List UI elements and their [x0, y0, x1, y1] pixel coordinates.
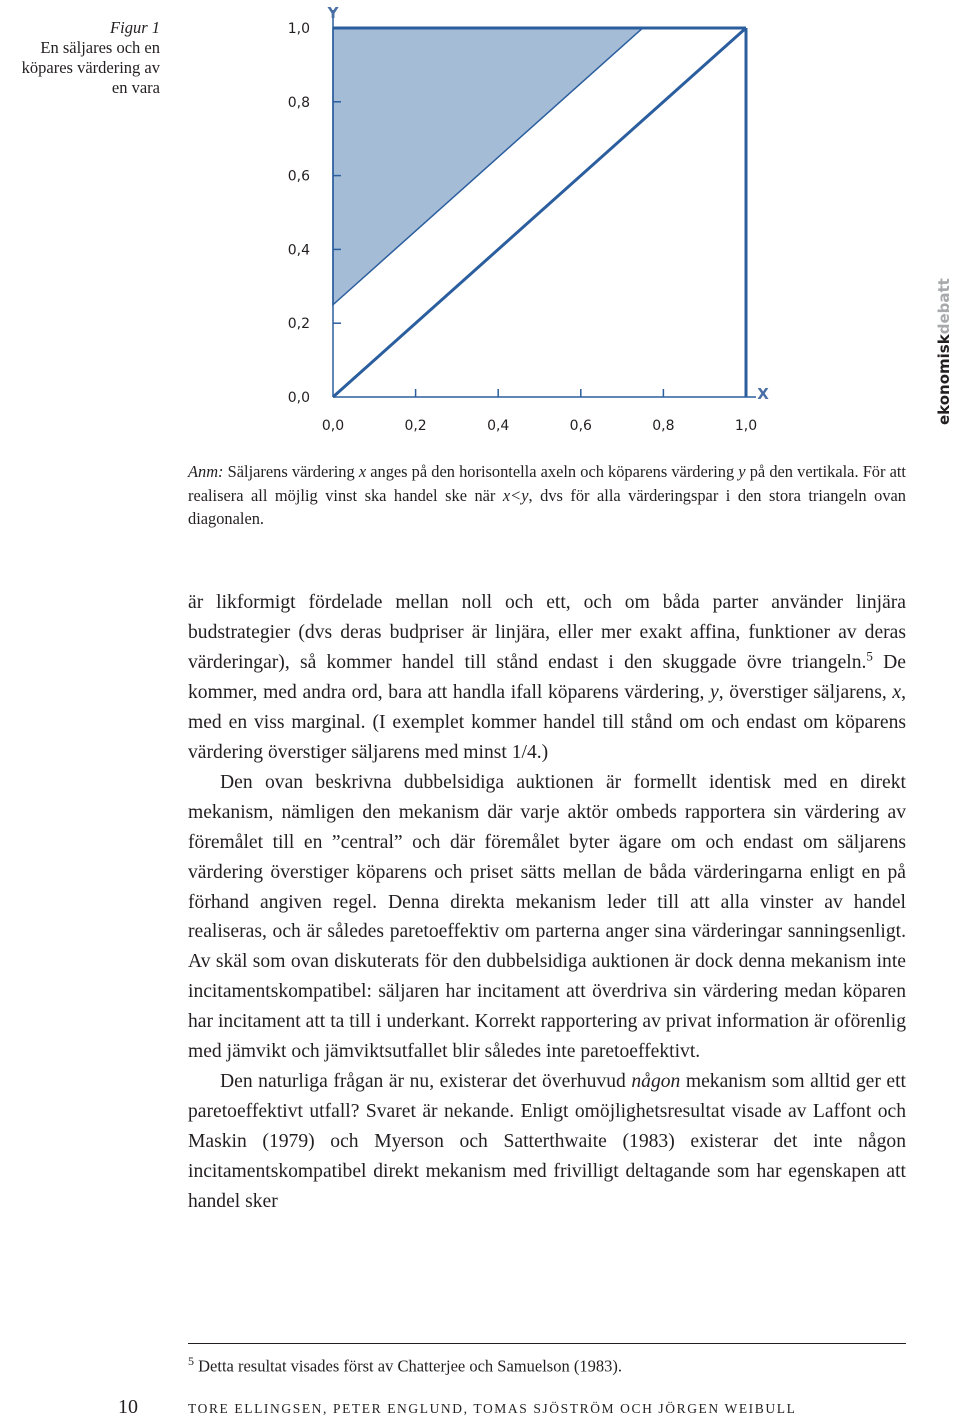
y-tick-label: 0,4: [287, 242, 310, 259]
y-tick-label: 1,0: [287, 21, 310, 37]
note-text-2: anges på den horisontella axeln och köparens värdering: [366, 462, 739, 481]
x-tick-label: 1,0: [734, 418, 758, 434]
note-text-3: på den vertikala. För att realisera all möjlig vinst ska handel ske när: [188, 462, 906, 505]
page-number: 10: [118, 1396, 138, 1418]
paragraph-1: [188, 588, 906, 768]
figure-note: [188, 460, 906, 531]
y-tick-label: 0,6: [287, 168, 310, 185]
p3-text-a: Den naturliga frågan är nu, existerar det överhuvud: [220, 1071, 632, 1093]
figure-label: Figur 1: [110, 18, 160, 37]
p1-text-c: , överstiger säljarens,: [718, 681, 893, 703]
shaded-trade-triangle: [333, 28, 643, 305]
valuation-chart: [0, 0, 960, 450]
caption-line-1: En säljares och en: [40, 38, 160, 57]
footnote-ref: 5: [866, 648, 873, 664]
x-tick-label: 0,6: [569, 418, 592, 434]
y-tick-label: 0,2: [287, 316, 310, 333]
footnote-rule: [188, 1343, 906, 1344]
journal-sidebar: [927, 270, 960, 430]
p1-text-d: , med en viss marginal. (I exemplet kommer handel till stånd om och endast om köparens värdering överstiger säljarens med minst 1/4.): [188, 681, 906, 763]
paragraph-3: [188, 1067, 906, 1217]
p1-var-x: x: [892, 681, 902, 703]
x-tick-label: 0,2: [404, 418, 427, 434]
p1-text-b: De kommer, med andra ord, bara att handla ifall köparens värdering,: [188, 651, 907, 703]
x-tick-label: 0,0: [321, 418, 345, 434]
p1-text-a: är likformigt fördelade mellan noll och ett, och om båda parter använder linjära budstrategier (dvs deras budpriser är linjära, eller mer exakt affina, funktioner av deras värderingar), så kommer handel till stånd endast i den skuggade övre triangeln.: [188, 592, 906, 673]
note-var-x: x: [358, 462, 367, 481]
note-text-4: , dvs för alla värderingspar i den stora triangeln ovan diagonalen.: [188, 485, 906, 528]
footnote: [188, 1350, 906, 1378]
p3-text-b: mekanism som alltid ger ett paretoeffektivt utfall? Svaret är nekande. Enligt omöjlighetsresultat visade av Laffont och Maskin (1979) och Myerson och Satterthwaite (1983) existerar det inte någon incitamentskompatibel direkt mekanism med frivilligt deltagande som har egenskapen att handel sker: [188, 1071, 906, 1213]
y-tick-label: 0,0: [287, 390, 310, 406]
p3-emphasis: någon: [631, 1071, 681, 1093]
note-text-1: Säljarens värdering: [223, 462, 359, 481]
x-tick-label: 0,8: [652, 418, 675, 434]
caption-line-3: en vara: [111, 78, 160, 97]
x-tick-label: 0,4: [487, 418, 510, 434]
p1-var-y: y: [710, 681, 719, 703]
note-condition: x<y: [502, 485, 529, 505]
caption-line-2: köpares värdering av: [21, 58, 160, 77]
x-axis-name: X: [757, 385, 769, 403]
note-var-y: y: [738, 462, 746, 481]
y-axis-name: Y: [327, 4, 339, 22]
journal-name-part1: ekonomisk: [935, 334, 953, 425]
paragraph-2: Den ovan beskrivna dubbelsidiga auktionen är formellt identisk med en direkt mekanism, nämligen den mekanism där varje aktör ombeds rapportera sin värdering av föremålet till en ”central” och där föremålet byter ägare om och endast om säljarens värdering överstiger köparens och priset sätts mellan de båda värderingarna enligt en på förhand angiven regel. Denna direkta mekanism leder till att alla vinster av handel realiseras, och är således paretoeffektiv om parterna anger sina värderingar sanningsenligt. Av skäl som ovan diskuterats för den dubbelsidiga auktionen är dock denna mekanism inte incitamentskompatibel: säljaren har incitament att överdriva sin värdering medan köparen har incitament att ta till i underkant. Korrekt rapportering av privat information är oförenlig med jämvikt och jämviktsutfallet blir således inte paretoeffektivt.: [188, 771, 906, 1063]
running-footer-authors: TORE ELLINGSEN, PETER ENGLUND, TOMAS SJÖSTRÖM OCH JÖRGEN WEIBULL: [188, 1401, 797, 1416]
y-tick-label: 0,8: [287, 94, 310, 111]
footnote-number: 5: [188, 1354, 194, 1368]
footnote-text: Detta resultat visades först av Chatterjee och Samuelson (1983).: [194, 1356, 622, 1376]
journal-name-part2: debatt: [935, 278, 953, 335]
note-label: Anm:: [188, 462, 224, 481]
body-text: [188, 588, 906, 1217]
